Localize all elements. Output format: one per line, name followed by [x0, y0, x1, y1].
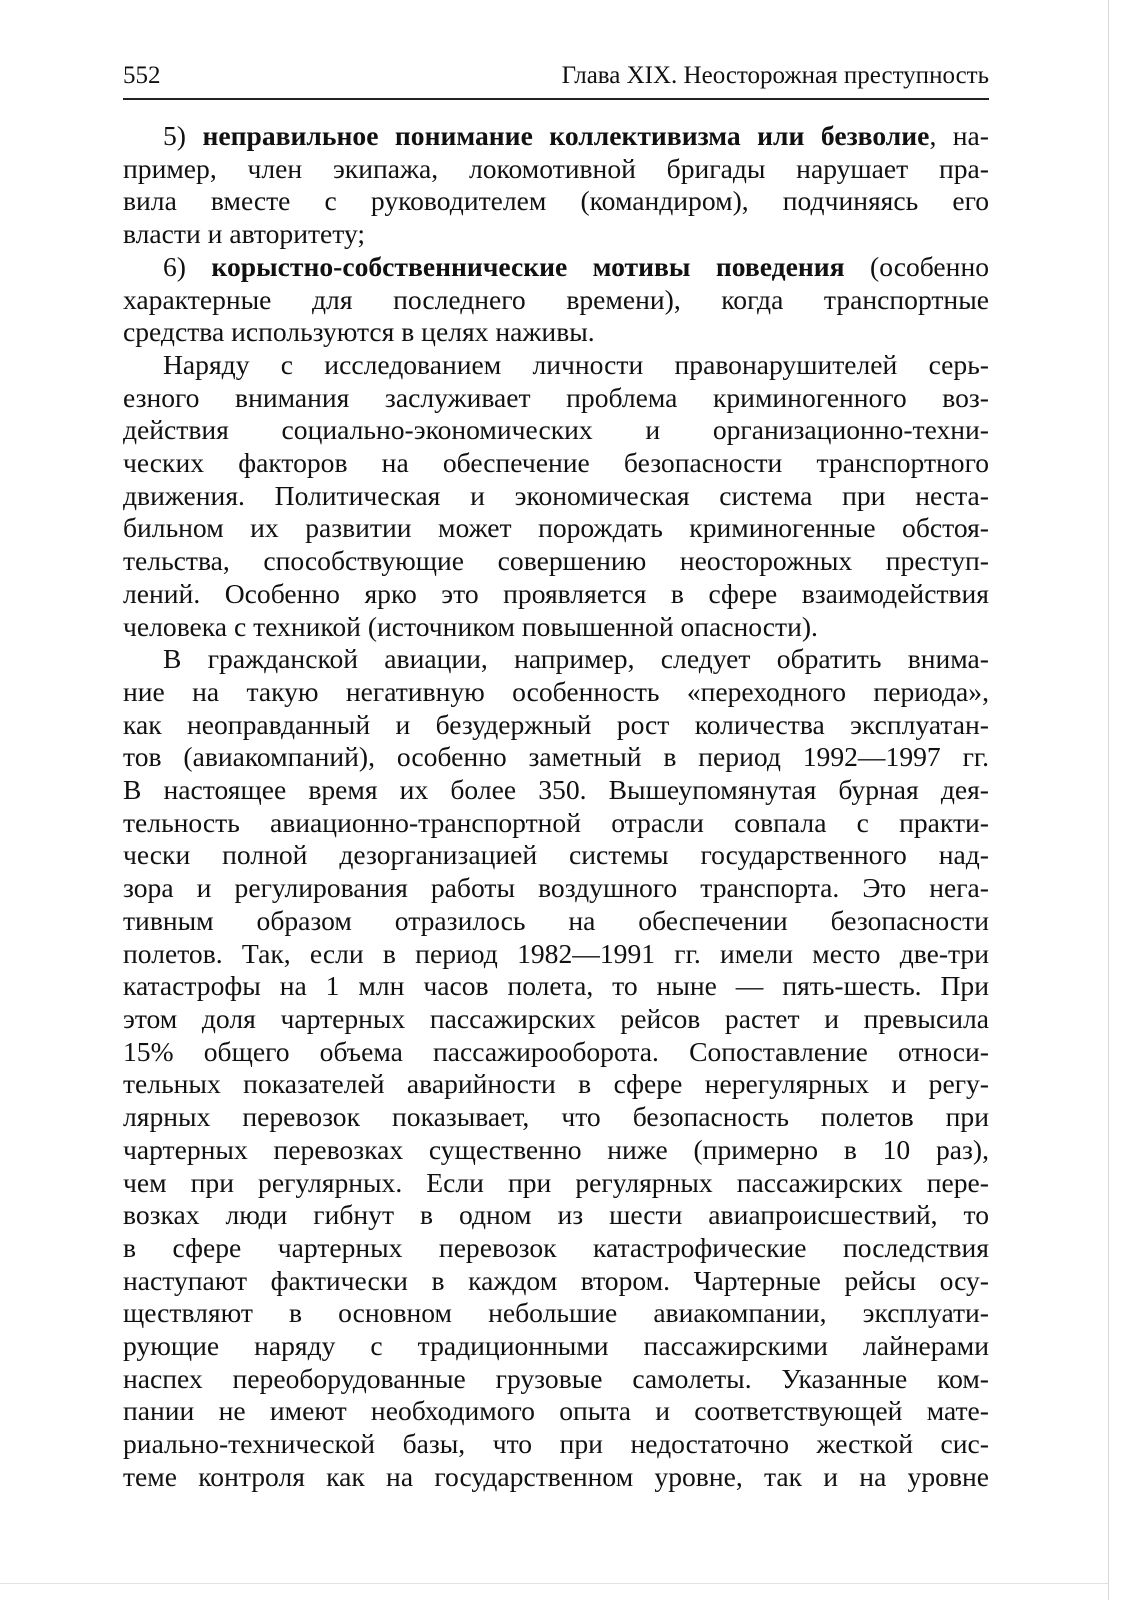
line-continuation: (особенно — [844, 250, 990, 282]
paragraph-research — [123, 349, 989, 643]
header-rule — [123, 98, 989, 100]
text-line: полетов. Так, если в период 1982—1991 гг. имели место две-три — [123, 937, 989, 969]
text-line: езного внимания заслуживает проблема криминогенного воз- — [123, 381, 989, 413]
text-line: пример, член экипажа, локомотивной бригады нарушает пра- — [123, 152, 989, 184]
text-line: движения. Политическая и экономическая система при неста- — [123, 479, 989, 511]
text-line — [123, 120, 989, 153]
text-line: 15% общего объема пассажирооборота. Сопоставление относи- — [123, 1035, 989, 1067]
text-line: риально-технической базы, что при недостаточно жесткой сис- — [123, 1428, 989, 1460]
text-line: человека с техникой (источником повышенной опасности). — [123, 610, 818, 642]
text-line: наспех переоборудованные грузовые самолеты. Указанные ком- — [123, 1362, 989, 1394]
text-line: чем при регулярных. Если при регулярных пассажирских пере- — [123, 1166, 989, 1198]
text-line: власти и авторитету; — [123, 218, 366, 250]
page-edge-bottom — [0, 1583, 1109, 1584]
text-line: теме контроля как на государственном уровне, так и на уровне — [123, 1460, 989, 1492]
text-line: рующие наряду с традиционными пассажирскими лайнерами — [123, 1330, 989, 1362]
text-line: в сфере чартерных перевозок катастрофические последствия — [123, 1231, 989, 1263]
list-marker: 5) — [163, 120, 203, 151]
text-line: характерные для последнего времени), когда транспортные — [123, 283, 989, 315]
text-line: тов (авиакомпаний), особенно заметный в период 1992—1997 гг. — [123, 741, 989, 773]
paragraph-item-6 — [123, 251, 989, 349]
text-line: действия социально-экономических и организационно-техни- — [123, 414, 989, 446]
text-line: средства используются в целях наживы. — [123, 316, 595, 348]
text-line: лений. Особенно ярко это проявляется в сфере взаимодействия — [123, 577, 989, 609]
text-line: тивным образом отразилось на обеспечении безопасности — [123, 904, 989, 936]
paragraph-aviation — [123, 643, 989, 1493]
body-text — [123, 120, 989, 1494]
bold-term: корыстно-собственнические мотивы поведения — [211, 250, 845, 282]
text-line: пании не имеют необходимого опыта и соответствующей мате- — [123, 1395, 989, 1427]
text-line: Наряду с исследованием личности правонарушителей серь- — [163, 348, 989, 380]
text-line: зора и регулирования работы воздушного транспорта. Это нега- — [123, 872, 989, 904]
text-line: ние на такую негативную особенность «переходного периода», — [123, 675, 989, 707]
text-line: вила вместе с руководителем (командиром), подчиняясь его — [123, 185, 989, 217]
text-line: тельства, способствующие совершению неосторожных преступ- — [123, 545, 989, 577]
text-line: В гражданской авиации, например, следует обратить внима- — [163, 643, 989, 675]
text-line: бильном их развитии может порождать криминогенные обстоя- — [123, 512, 989, 544]
text-line: как неоправданный и безудержный рост количества эксплуатан- — [123, 708, 989, 740]
text-line: тельность авиационно-транспортной отрасли совпала с практи- — [123, 806, 989, 838]
text-line: катастрофы на 1 млн часов полета, то ныне — пять-шесть. При — [123, 970, 989, 1002]
running-head: Глава XIX. Неосторожная преступность — [561, 62, 989, 89]
list-marker: 6) — [163, 250, 212, 282]
text-line: лярных перевозок показывает, что безопасность полетов при — [123, 1101, 989, 1133]
text-line: чески полной дезорганизацией системы государственного над- — [123, 839, 989, 871]
page-edge-right — [1108, 0, 1109, 1600]
paragraph-item-5 — [123, 120, 989, 251]
bold-term: неправильное понимание коллективизма или безволие — [202, 120, 930, 151]
text-line: возках люди гибнут в одном из шести авиапроисшествий, то — [123, 1199, 989, 1231]
page-header — [123, 58, 989, 100]
text-line: чартерных перевозках существенно ниже (примерно в 10 раз), — [123, 1133, 989, 1165]
text-line — [123, 251, 989, 284]
text-line: ществляют в основном небольшие авиакомпании, эксплуати- — [123, 1297, 989, 1329]
text-line: ческих факторов на обеспечение безопасности транспортного — [123, 447, 989, 479]
text-line: тельных показателей аварийности в сфере нерегулярных и регу- — [123, 1068, 989, 1100]
line-continuation: , на- — [929, 120, 989, 151]
text-line: В настоящее время их более 350. Вышеупомянутая бурная дея- — [123, 774, 989, 806]
text-line: этом доля чартерных пассажирских рейсов растет и превысила — [123, 1002, 989, 1034]
page-number: 552 — [123, 62, 161, 89]
text-line: наступают фактически в каждом втором. Чартерные рейсы осу- — [123, 1264, 989, 1296]
